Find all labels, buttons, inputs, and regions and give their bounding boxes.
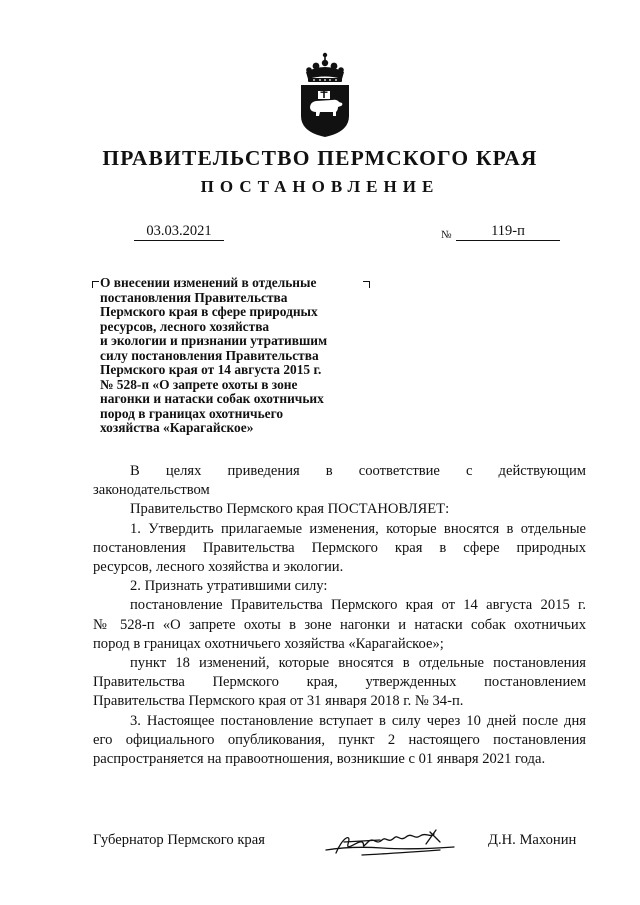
body-line: Правительства Пермского края, утвержденных постановлением: [93, 674, 586, 691]
document-subject: [100, 276, 370, 436]
subject-line: ресурсов, лесного хозяйства: [100, 318, 270, 334]
subject-line: № 528-п «О запрете охоты в зоне: [100, 376, 298, 392]
body-line: распространяется на правоотношения, возникшие с 01 января 2021 года.: [93, 751, 546, 768]
body-line: Правительство Пермского края ПОСТАНОВЛЯЕТ:: [130, 501, 450, 518]
body-line: 1. Утвердить прилагаемые изменения, которые вносятся в отдельные: [130, 520, 586, 537]
perm-krai-coat-of-arms-icon: [296, 52, 354, 138]
subject-line: пород в границах охотничьего: [100, 405, 284, 421]
handwritten-signature-icon: [322, 820, 462, 862]
signatory-name: Д.Н. Махонин: [488, 832, 577, 848]
subject-line: Пермского края от 14 августа 2015 г.: [100, 362, 322, 377]
document-number: 119-п: [456, 222, 560, 241]
body-line: его официального опубликования, пункт 2 настоящего постановления: [93, 731, 586, 748]
body-line: законодательством: [93, 482, 210, 499]
subject-corner-left: [92, 281, 99, 288]
subject-line: О внесении изменений в отдельные: [100, 275, 317, 290]
body-line: В целях приведения в соответствие с действующим: [130, 463, 586, 479]
body-line: Правительства Пермского края от 31 января 2018 г. № 34-п.: [93, 693, 464, 710]
subject-line: хозяйства «Карагайское»: [100, 420, 254, 435]
subject-line: нагонки и натаски собак охотничьих: [100, 391, 324, 406]
subject-line: силу постановления Правительства: [100, 347, 319, 363]
body-line: № 528-п «О запрете охоты в зоне нагонки и натаски собак охотничьих: [93, 616, 586, 633]
body-line: 3. Настоящее постановление вступает в силу через 10 дней после дня: [130, 712, 586, 729]
organization-title: ПРАВИТЕЛЬСТВО ПЕРМСКОГО КРАЯ: [102, 146, 538, 170]
subject-line: и экологии и признании утратившим: [100, 333, 328, 348]
subject-line: постановления Правительства: [100, 289, 288, 305]
signatory-title: Губернатор Пермского края: [93, 832, 265, 848]
body-line: пункт 18 изменений, которые вносятся в отдельные постановления: [130, 655, 586, 672]
document-body: [93, 462, 586, 769]
body-line: 2. Признать утратившими силу:: [130, 578, 328, 595]
subject-line: Пермского края в сфере природных: [100, 304, 318, 319]
document-type: ПОСТАНОВЛЕНИЕ: [200, 177, 440, 196]
body-line: ресурсов, лесного хозяйства и экологии.: [93, 559, 344, 576]
document-date: 03.03.2021: [134, 222, 224, 241]
body-line: пород в границах охотничьего хозяйства «Карагайское»;: [93, 635, 444, 652]
number-label: №: [441, 229, 452, 241]
body-line: постановление Правительства Пермского края от 14 августа 2015 г.: [130, 597, 586, 614]
body-line: постановления Правительства Пермского края в сфере природных: [93, 539, 586, 556]
